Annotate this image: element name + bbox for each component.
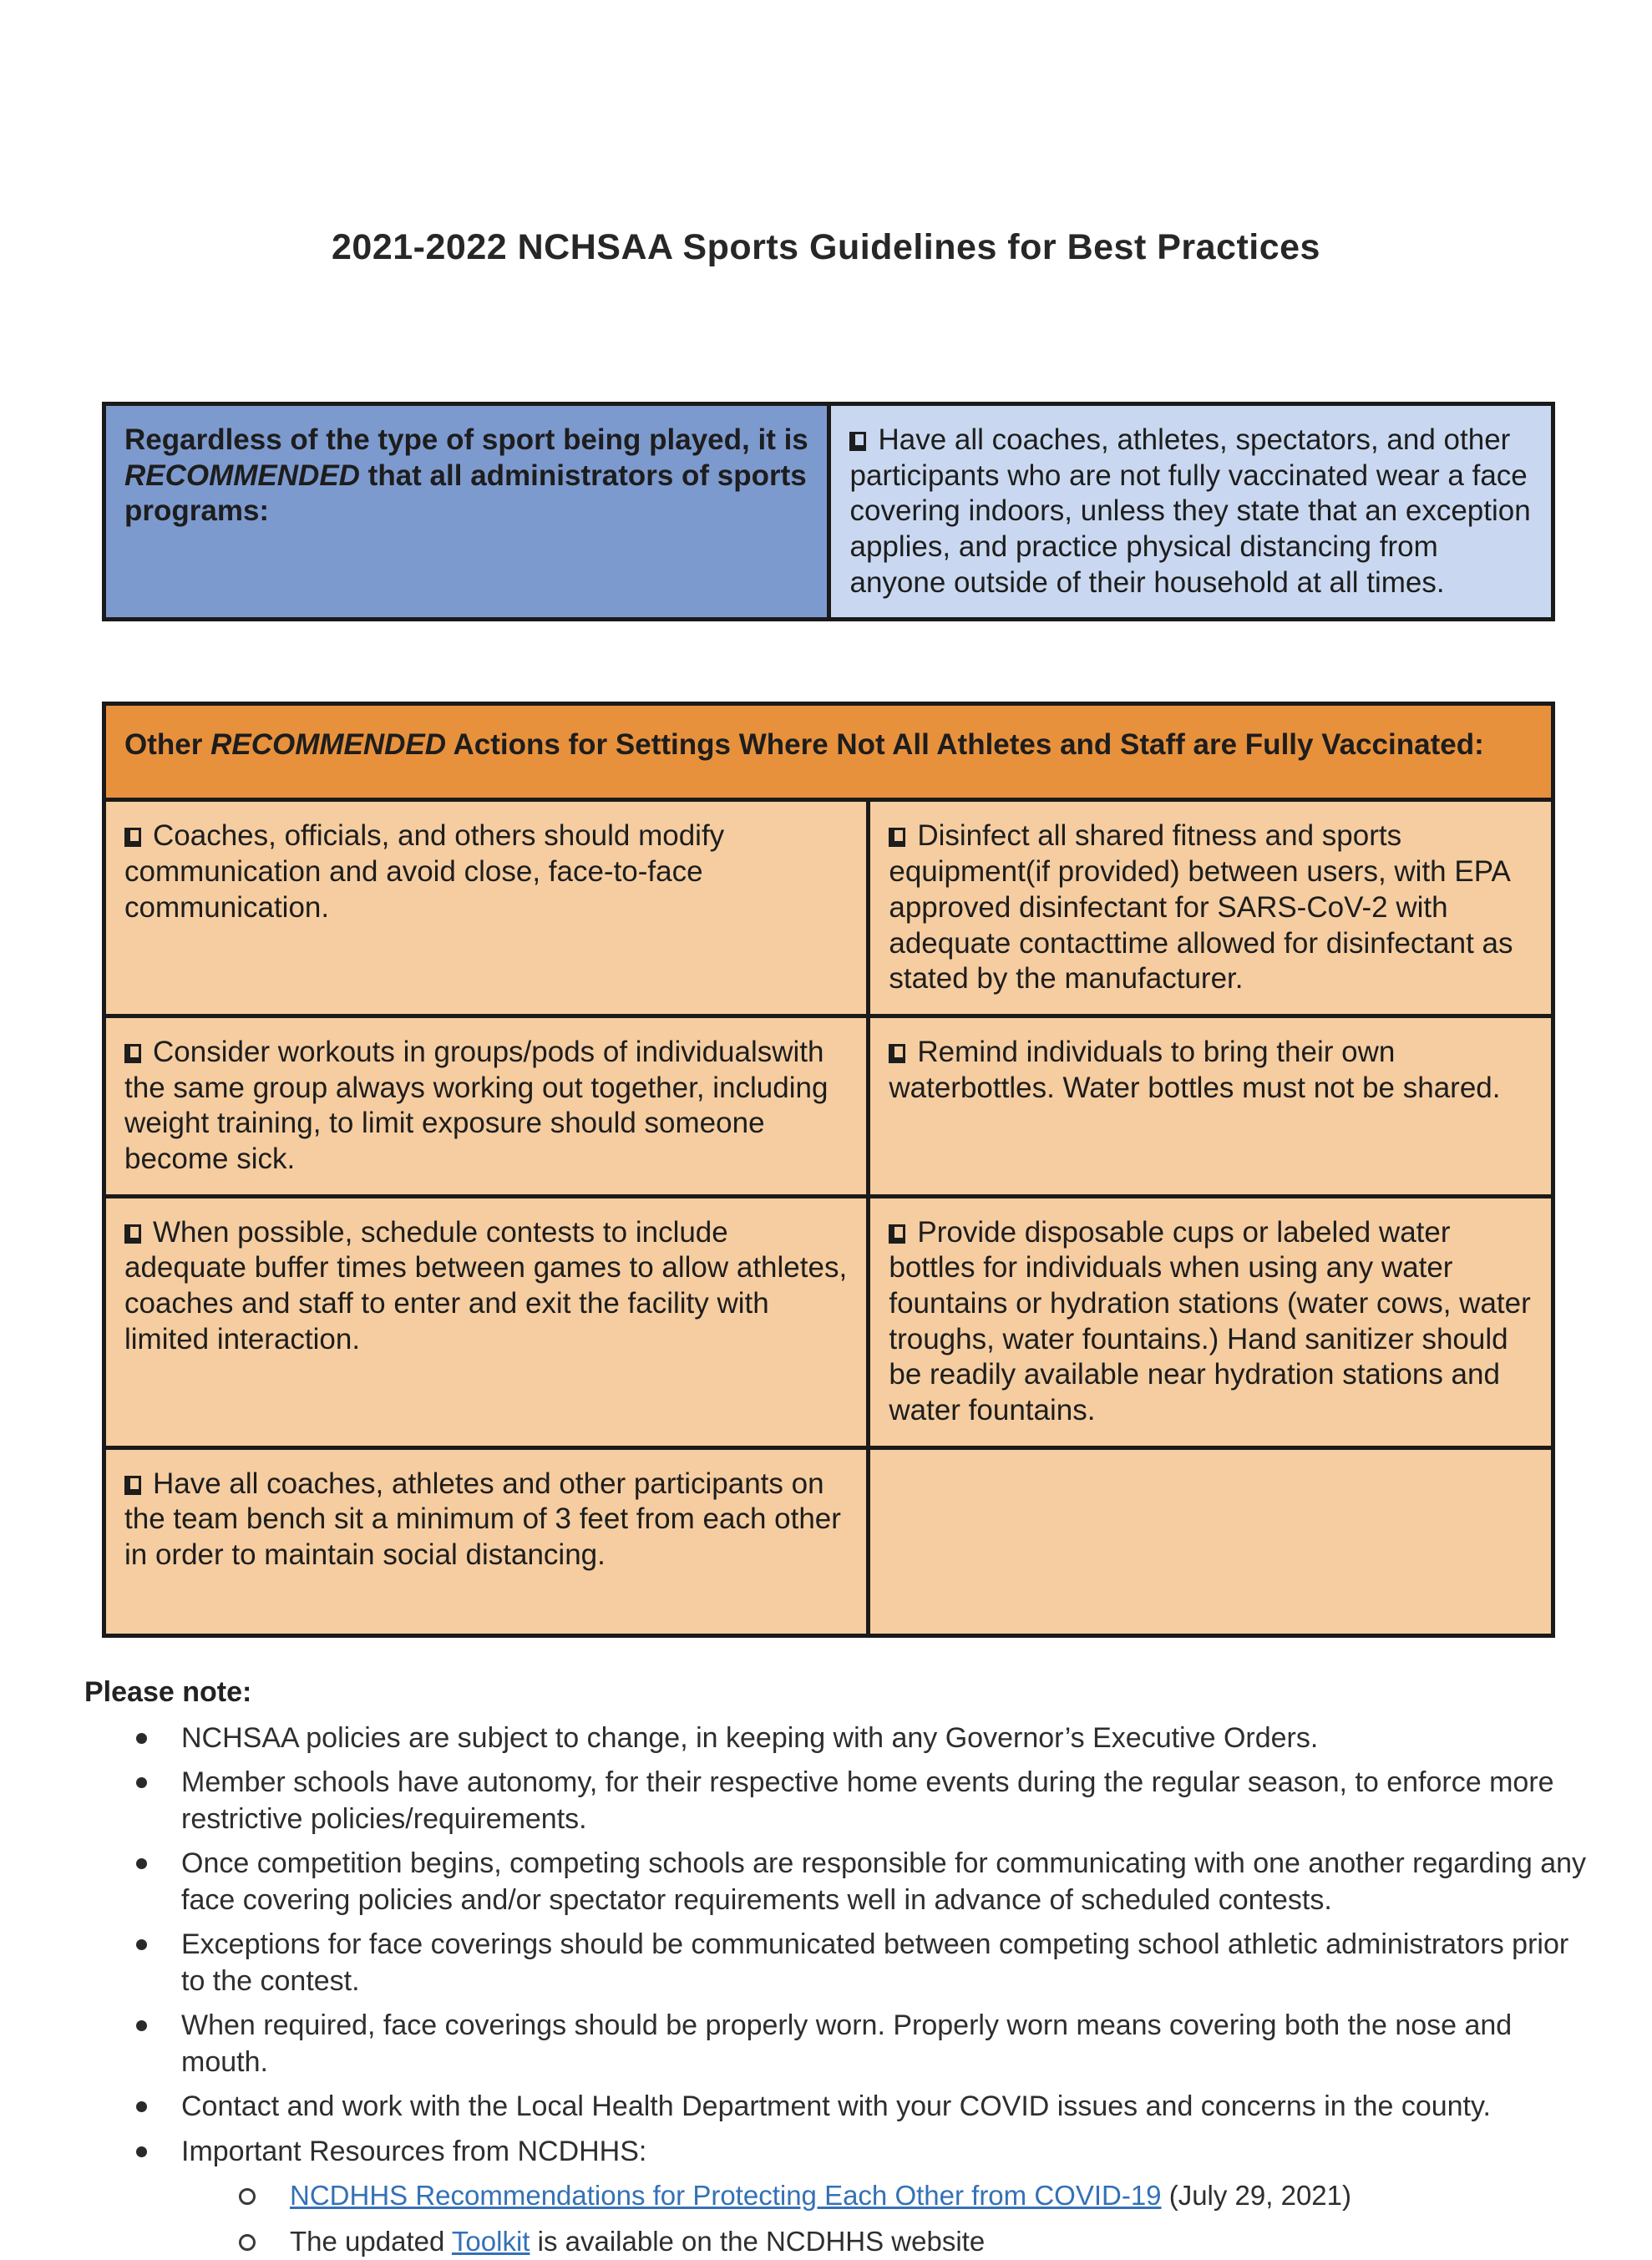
recommendation-suffix: that all administrators of sports programs: (124, 459, 807, 528)
checkbox-icon (124, 828, 141, 847)
action-cell (106, 1018, 866, 1194)
checkbox-icon (889, 1044, 905, 1063)
list-item (84, 1927, 1602, 1999)
list-item (84, 2089, 1602, 2126)
bullet-icon (136, 1733, 147, 1744)
please-note-heading: Please note: (84, 1675, 252, 1708)
actions-table (102, 702, 1555, 1637)
circle-bullet-icon (239, 2234, 256, 2251)
ncdhhs-recommendations-link[interactable]: NCDHHS Recommendations for Protecting Each Other from COVID-19 (290, 2180, 1162, 2212)
recommended-emphasis: RECOMMENDED (124, 459, 360, 492)
action-cell-empty (870, 1450, 1551, 1634)
action-cell (106, 802, 866, 1013)
list-item (84, 1720, 1602, 1757)
bullet-icon (136, 1777, 147, 1788)
recommendation-table (102, 402, 1555, 621)
actions-table-header (106, 706, 1551, 798)
note-text: NCHSAA policies are subject to change, in keeping with any Governor’s Executive Orders. (181, 1721, 1319, 1754)
resource-prefix-text: The updated (290, 2226, 452, 2257)
action-cell (106, 1198, 866, 1446)
resource-line (290, 2224, 1602, 2260)
bullet-icon (136, 1858, 147, 1869)
action-text: Consider workouts in groups/pods of individualswith the same group always working out together, including weight training, to limit exposure should someone become sick. (124, 1035, 829, 1175)
recommendation-table-left-cell (106, 406, 827, 617)
please-note-section (84, 1676, 1602, 2260)
actions-header-prefix: Other (124, 728, 211, 762)
bullet-icon (136, 2020, 147, 2031)
resource-sub-item (84, 2224, 1602, 2260)
checkbox-icon (124, 1044, 141, 1063)
list-item (84, 2008, 1602, 2080)
checkbox-icon (124, 1224, 141, 1244)
recommended-emphasis: RECOMMENDED (210, 728, 447, 762)
list-item (84, 1846, 1602, 1918)
recommendation-item-text: Have all coaches, athletes, spectators, and other participants who are not fully vaccinated wear a face covering indoors, unless they state that an exception applies, and practice physical distancing from anyone outside of their household at all times. (849, 423, 1531, 599)
action-text: Remind individuals to bring their own waterbottles. Water bottles must not be shared. (889, 1035, 1501, 1104)
checkbox-icon (889, 828, 905, 847)
recommendation-prefix: Regardless of the type of sport being played, it is (124, 423, 808, 456)
action-cell (870, 802, 1551, 1013)
checkbox-icon (849, 432, 866, 451)
checkbox-icon (889, 1224, 905, 1244)
note-text: Exceptions for face coverings should be communicated between competing school athletic administrators prior to the contest. (181, 1928, 1569, 1997)
action-text: Coaches, officials, and others should modify communication and avoid close, face-to-face communication. (124, 819, 725, 924)
actions-header-suffix: Actions for Settings Where Not All Athletes and Staff are Fully Vaccinated: (446, 728, 1484, 762)
list-item (84, 2134, 1602, 2171)
action-cell (870, 1018, 1551, 1194)
list-item (84, 1765, 1602, 1837)
action-text: Provide disposable cups or labeled water bottles for individuals when using any water fountains or hydration stations (water cows, water troughs, water fountains.) Hand sanitizer should be readily available near hydration stations and water fountains. (889, 1215, 1531, 1427)
note-text: When required, face coverings should be properly worn. Properly worn means covering both the nose and mouth. (181, 2009, 1513, 2078)
recommendation-table-right-cell (831, 406, 1551, 617)
note-text: Once competition begins, competing schools are responsible for communicating with one another regarding any face covering policies and/or spectator requirements well in advance of scheduled contests. (181, 1847, 1587, 1916)
note-text: Important Resources from NCDHHS: (181, 2135, 647, 2167)
action-text: Disinfect all shared fitness and sports equipment(if provided) between users, with EPA approved disinfectant for SARS-CoV-2 with adequate contacttime allowed for disinfectant as stated by the manufacturer. (889, 819, 1513, 996)
resource-line (290, 2178, 1602, 2214)
action-cell (106, 1450, 866, 1634)
circle-bullet-icon (239, 2188, 256, 2205)
note-text: Member schools have autonomy, for their respective home events during the regular season, to enforce more restrictive policies/requirements. (181, 1766, 1554, 1835)
notes-list (84, 1720, 1602, 2260)
resource-sub-item (84, 2178, 1602, 2214)
action-text: When possible, schedule contests to include adequate buffer times between games to allow athletes, coaches and staff to enter and exit the facility with limited interaction. (124, 1215, 848, 1355)
resource-date-text: (July 29, 2021) (1161, 2180, 1351, 2212)
action-cell (870, 1198, 1551, 1446)
bullet-icon (136, 2146, 147, 2157)
checkbox-icon (124, 1476, 141, 1495)
page-title: 2021-2022 NCHSAA Sports Guidelines for Best Practices (332, 227, 1320, 267)
bullet-icon (136, 1939, 147, 1950)
toolkit-link[interactable]: Toolkit (451, 2226, 530, 2257)
action-text: Have all coaches, athletes and other participants on the team bench sit a minimum of 3 feet from each other in order to maintain social distancing. (124, 1467, 841, 1572)
bullet-icon (136, 2101, 147, 2112)
resource-suffix-text: is available on the NCDHHS website (530, 2226, 986, 2257)
note-text: Contact and work with the Local Health Department with your COVID issues and concerns in the county. (181, 2090, 1491, 2123)
